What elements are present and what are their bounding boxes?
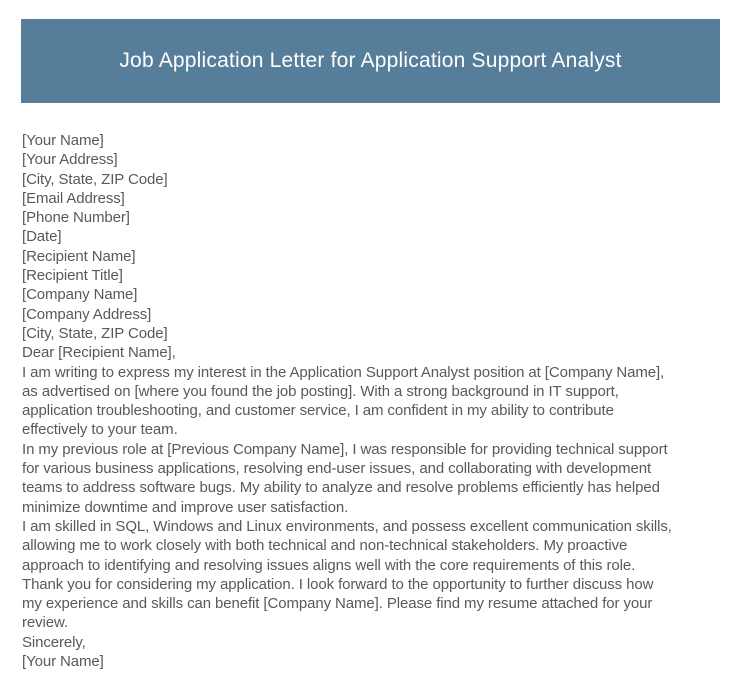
letter-line: review. <box>22 614 68 632</box>
letter-line: [City, State, ZIP Code] <box>22 170 168 188</box>
letter-line: teams to address software bugs. My ability to analyze and resolve problems efficiently has helped <box>22 479 660 497</box>
letter-line: for various business applications, resolving end-user issues, and collaborating with development <box>22 460 652 478</box>
letter-line: [Your Name] <box>22 132 104 149</box>
letter-line: Thank you for considering my application. I look forward to the opportunity to further discuss how <box>22 575 654 593</box>
letter-line: [Recipient Name] <box>22 247 136 265</box>
letter-line: I am skilled in SQL, Windows and Linux environments, and possess excellent communication skills, <box>22 517 672 535</box>
letter-line: Dear [Recipient Name], <box>22 344 176 362</box>
letter-line: [Date] <box>22 228 62 246</box>
letter-line: [Email Address] <box>22 189 125 207</box>
letter-line: In my previous role at [Previous Company Name], I was responsible for providing technical support <box>22 440 668 458</box>
page-title: Job Application Letter for Application Support Analyst <box>119 49 622 72</box>
letter-line: as advertised on [where you found the job posting]. With a strong background in IT support, <box>22 382 619 400</box>
letter-line: [Recipient Title] <box>22 267 123 285</box>
header-banner <box>21 19 720 103</box>
letter-line: I am writing to express my interest in the Application Support Analyst position at [Company Name], <box>22 363 665 381</box>
letter-line: [Company Address] <box>22 305 152 323</box>
letter-line: [Your Name] <box>22 653 104 671</box>
letter-line: allowing me to work closely with both technical and non-technical stakeholders. My proactive <box>22 537 628 555</box>
letter-body <box>22 131 736 671</box>
letter-line: [Your Address] <box>22 151 118 169</box>
letter-line: [Company Name] <box>22 286 138 304</box>
letter-line: my experience and skills can benefit [Company Name]. Please find my resume attached for your <box>22 595 653 613</box>
letter-line: application troubleshooting, and customer service, I am confident in my ability to contribute <box>22 402 614 420</box>
letter-line: [Phone Number] <box>22 209 130 227</box>
letter-line: effectively to your team. <box>22 421 178 439</box>
letter-line: [City, State, ZIP Code] <box>22 324 168 342</box>
letter-line: minimize downtime and improve user satisfaction. <box>22 498 349 516</box>
letter-line: approach to identifying and resolving issues aligns well with the core requirements of this role. <box>22 556 636 574</box>
letter-line: Sincerely, <box>22 633 86 651</box>
